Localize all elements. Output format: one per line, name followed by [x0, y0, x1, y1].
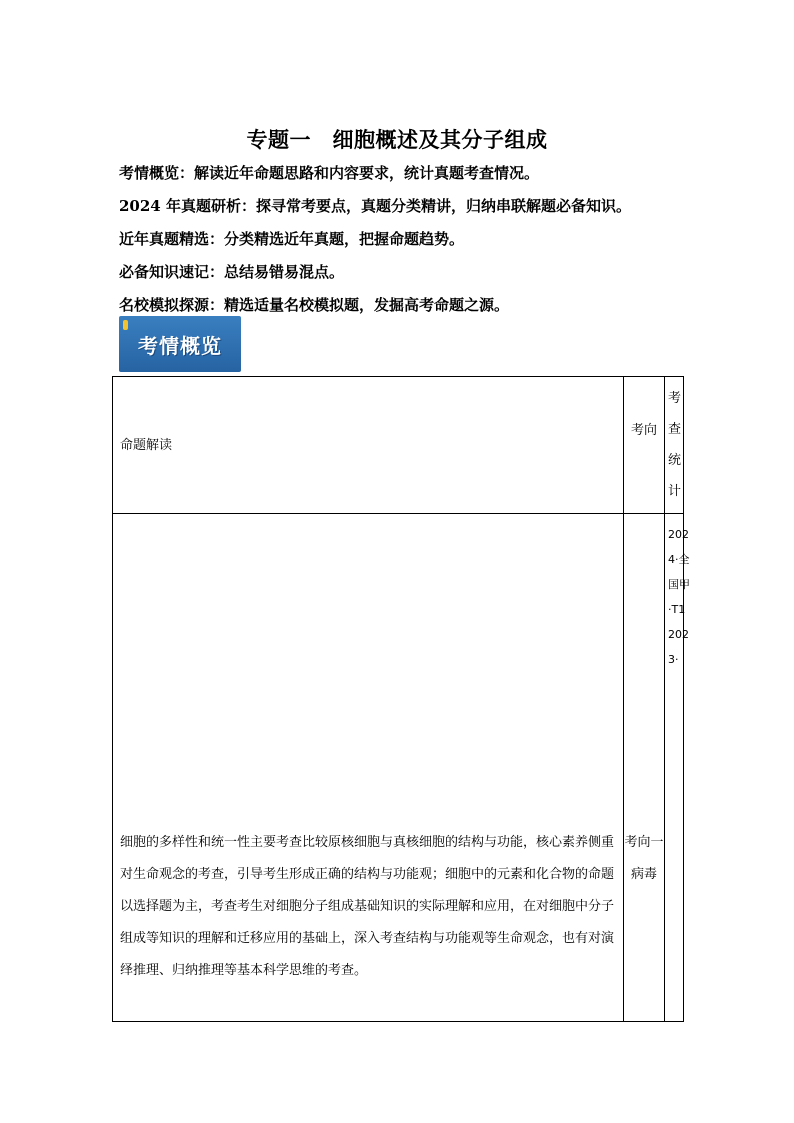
intro-line-recent-questions: 近年真题精选：分类精选近年真题，把握命题趋势。	[119, 230, 465, 248]
section-banner	[119, 316, 241, 372]
table-header-label: 命题解读	[120, 438, 173, 453]
table-header-cell-interpretation	[112, 376, 624, 514]
exam-overview-table	[112, 376, 690, 1022]
table-row-statistics-cell	[664, 513, 690, 1022]
table-row-direction-cell	[623, 513, 665, 1022]
intro-line-2024-analysis: 2024 年真题研析：探寻常考要点，真题分类精讲，归纳串联解题必备知识。	[119, 197, 631, 215]
table-cell-text: 细胞的多样性和统一性主要考查比较原核细胞与真核细胞的结构与功能，核心素养侧重对生命观念的考查，引导考生形成正确的结构与功能观；细胞中的元素和化合物的命题以选择题为主，考查考生对细胞分子组成基础知识的实际理解和应用，在对细胞中分子组成等知识的理解和迁移应用的基础上，深入考查结构与功能观等生命观念，也有对演绎推理、归纳推理等基本科学思维的考查。	[120, 835, 615, 978]
table-header-cell-statistics	[664, 376, 684, 514]
table-header-cell-direction	[623, 376, 665, 514]
banner-label: 考情概览	[138, 334, 222, 358]
page-title: 专题一 细胞概述及其分子组成	[246, 127, 548, 152]
table-row-interpretation-cell	[112, 513, 624, 1022]
table-header-label: 考查统计	[668, 391, 682, 499]
table-header-label: 考向	[630, 423, 657, 438]
table-cell-text: 考向一病毒	[624, 835, 664, 882]
intro-list	[119, 161, 719, 326]
banner-accent	[123, 320, 128, 330]
intro-line-key-knowledge: 必备知识速记：总结易错易混点。	[119, 263, 345, 281]
intro-line-overview: 考情概览：解读近年命题思路和内容要求，统计真题考查情况。	[119, 164, 540, 182]
intro-line-school-mocks: 名校模拟探源：精选适量名校模拟题，发掘高考命题之源。	[119, 296, 510, 314]
table-cell-text: 2024·全国甲·T12023·	[668, 528, 690, 666]
